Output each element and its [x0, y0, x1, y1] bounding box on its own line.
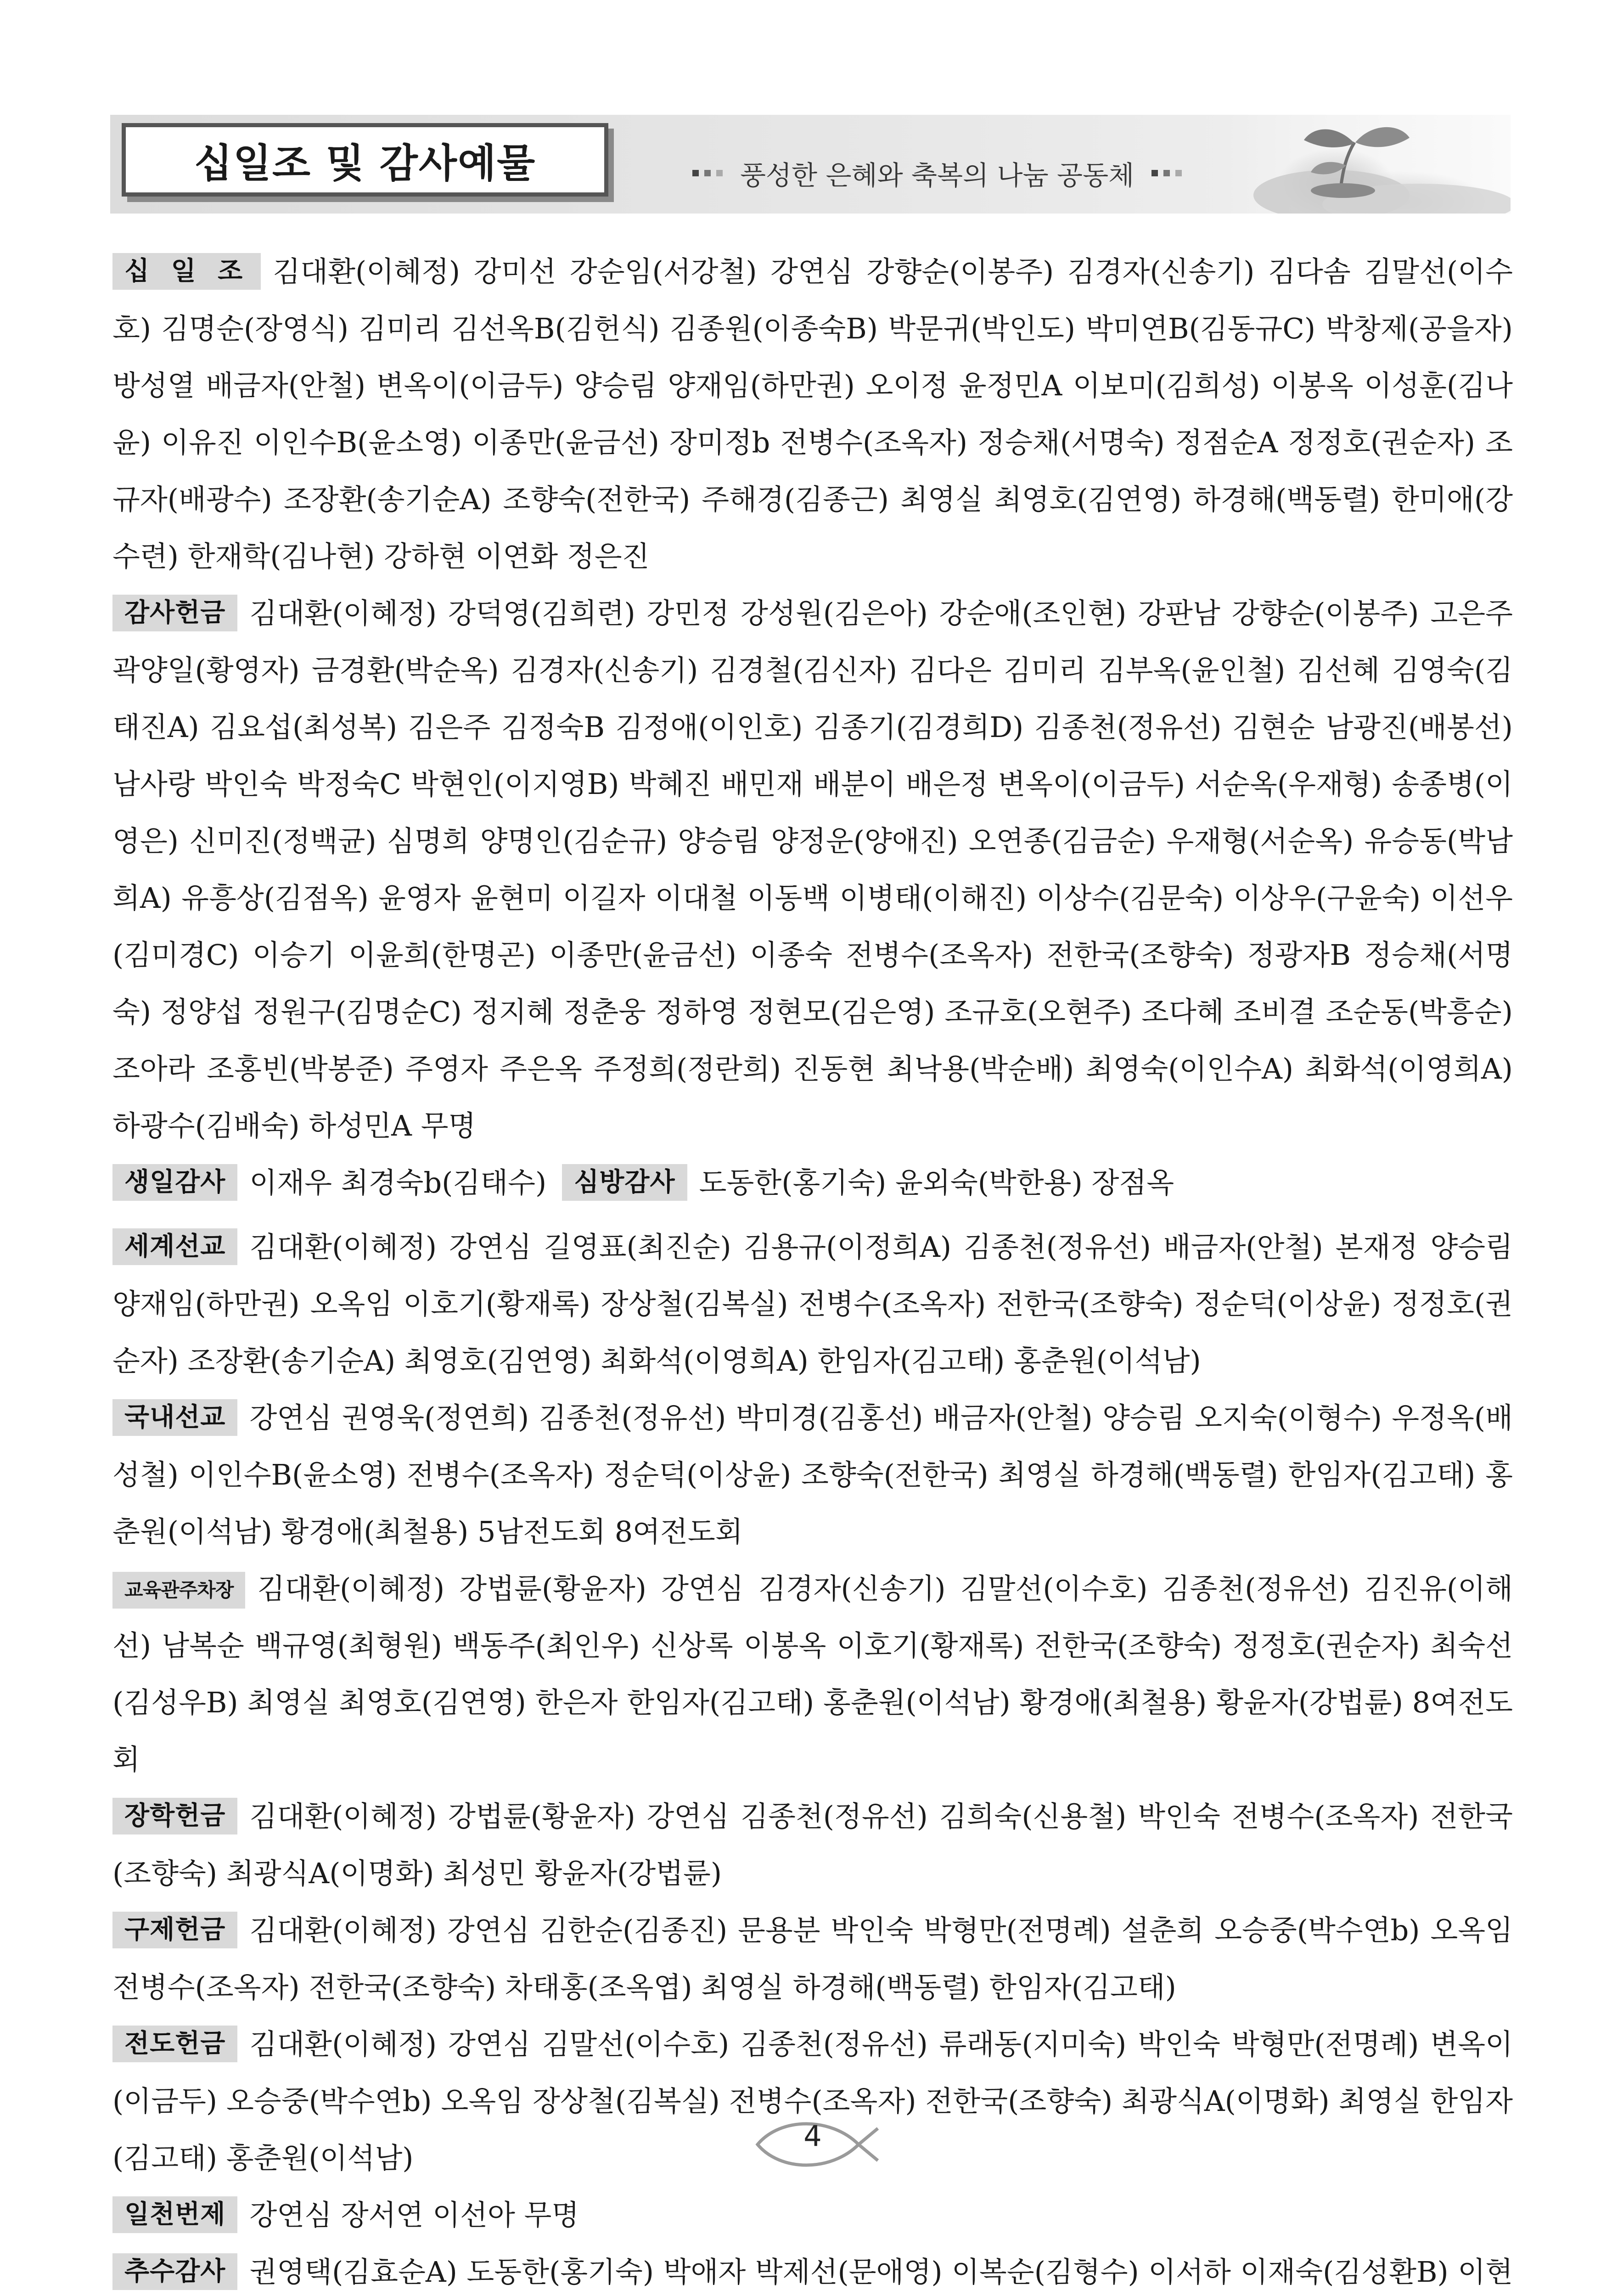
section-names: 강연심 장서연 이선아 무명	[249, 2198, 579, 2232]
section-label: 세계선교	[112, 1228, 237, 1265]
section-relief	[112, 1902, 1513, 2016]
section-label: 추수감사	[112, 2253, 237, 2290]
header-subtitle-row	[675, 154, 1199, 192]
section-thousand-offering	[112, 2187, 1513, 2244]
section-label: 심방감사	[562, 1164, 687, 1201]
section-tithe	[112, 243, 1513, 585]
section-label: 구제헌금	[112, 1912, 237, 1948]
header-plant-photo	[1226, 115, 1511, 214]
section-names: 김대환(이혜정) 강덕영(김희련) 강민정 강성원(김은아) 강순애(조인현) 강판남 강향순(이봉주) 고은주 곽양일(황영자) 금경환(박순옥) 김경자(신송기) 김경철(김신자) 김다은 김미리 김부옥(윤인철) 김선혜 김영숙(김태진A) 김요섭(최성복) 김은주 김정숙B 김정애(이인호) 김종기(김경희D) 김종천(정유선) 김현순 남광진(배봉선) 남사랑 박인숙 박정숙C 박현인(이지영B) 박혜진 배민재 배분이 배은정 변옥이(이금두) 서순옥(우재형) 송종병(이영은) 신미진(정백균) 심명희 양명인(김순규) 양승림 양정운(양애진) 오연종(김금순) 우재형(서순옥) 유승동(박남희A) 유흥상(김점옥) 윤영자 윤현미 이길자 이대철 이동백 이병태(이해진) 이상수(김문숙) 이상우(구윤숙) 이선우(김미경C) 이승기 이윤희(한명곤) 이종만(윤금선) 이종숙 전병수(조옥자) 전한국(조향숙) 정광자B 정승채(서명숙) 정양섭 정원구(김명순C) 정지혜 정춘웅 정하영 정현모(김은영) 조규호(오현주) 조다혜 조비결 조순동(박흥순) 조아라 조홍빈(박봉준) 주영자 주은옥 주정희(정란희) 진동현 최낙용(박순배) 최영숙(이인수A) 최화석(이영희A) 하광수(김배숙) 하성민A 무명	[112, 597, 1513, 1142]
section-label: 장학헌금	[112, 1798, 237, 1835]
section-names: 도동한(홍기숙) 윤외숙(박한용) 장점옥	[699, 1166, 1174, 1199]
section-scholarship	[112, 1788, 1513, 1902]
page-title-box	[122, 123, 608, 197]
section-domestic-mission	[112, 1390, 1513, 1560]
section-label: 교육관주차장	[112, 1572, 245, 1609]
section-label: 생일감사	[112, 1164, 237, 1201]
section-world-mission	[112, 1219, 1513, 1390]
section-label: 국내선교	[112, 1399, 237, 1436]
section-names: 이재우 최경숙b(김태수)	[249, 1166, 547, 1199]
header-subtitle: 풍성한 은혜와 축복의 나눔 공동체	[740, 160, 1135, 191]
section-names: 강연심 권영욱(정연희) 김종천(정유선) 박미경(김홍선) 배금자(안철) 양승림 오지숙(이형수) 우정옥(배성철) 이인수B(윤소영) 전병수(조옥자) 정순덕(이상윤) 조향숙(전한국) 최영실 하경해(백동렬) 한임자(김고태) 홍춘원(이석남) 황경애(최철용) 5남전도회 8여전도회	[112, 1401, 1513, 1548]
section-names: 김대환(이혜정) 강미선 강순임(서강철) 강연심 강향순(이봉주) 김경자(신송기) 김다솜 김말선(이수호) 김명순(장영식) 김미리 김선옥B(김헌식) 김종원(이종숙B) 박문귀(박인도) 박미연B(김동규C) 박창제(공을자) 방성열 배금자(안철) 변옥이(이금두) 양승림 양재임(하만권) 오이정 윤정민A 이보미(김희성) 이봉옥 이성훈(김나윤) 이유진 이인수B(윤소영) 이종만(윤금선) 장미정b 전병수(조옥자) 정승채(서명숙) 정점순A 정정호(권순자) 조규자(배광수) 조장환(송기순A) 조향숙(전한국) 주해경(김종근) 최영실 최영호(김연영) 하경해(백동렬) 한미애(강수련) 한재학(김나현) 강하현 이연화 정은진	[112, 255, 1513, 573]
section-names: 김대환(이혜정) 강연심 김말선(이수호) 김종천(정유선) 류래동(지미숙) 박인숙 박형만(전명례) 변옥이(이금두) 오승중(박수연b) 오옥임 장상철(김복실) 전병수(조옥자) 전한국(조향숙) 최광식A(이명화) 최영실 한임자(김고태) 홍춘원(이석남)	[112, 2027, 1513, 2175]
page-number: 4	[803, 2119, 822, 2153]
section-label: 십 일 조	[112, 253, 261, 290]
section-label: 일천번제	[112, 2196, 237, 2233]
section-names: 권영택(김효순A) 도동한(홍기숙) 박애자 박제선(문애영) 이복순(김형수) 이서하 이재숙(김성환B) 이현	[249, 2255, 1513, 2289]
bullet-dots-right-icon	[1151, 170, 1182, 176]
section-names: 김대환(이혜정) 강연심 김한순(김종진) 문용분 박인숙 박형만(전명례) 설춘희 오승중(박수연b) 오옥임 전병수(조옥자) 전한국(조향숙) 차태홍(조옥엽) 최영실 하경해(백동렬) 한임자(김고태)	[112, 1913, 1513, 2004]
page-footer	[744, 2110, 882, 2179]
section-thanksgiving	[112, 585, 1513, 1154]
section-names: 김대환(이혜정) 강법륜(황윤자) 강연심 김종천(정유선) 김희숙(신용철) 박인숙 전병수(조옥자) 전한국(조향숙) 최광식A(이명화) 최성민 황윤자(강법륜)	[112, 1800, 1513, 1890]
section-names: 김대환(이혜정) 강법륜(황윤자) 강연심 김경자(신송기) 김말선(이수호) 김종천(정유선) 김진유(이해선) 남복순 백규영(최형원) 백동주(최인우) 신상록 이봉옥 이호기(황재록) 전한국(조향숙) 정정호(권순자) 최숙선(김성우B) 최영실 최영호(김연영) 한은자 한임자(김고태) 홍춘원(이석남) 황경애(최철용) 황윤자(강법륜) 8여전도회	[112, 1572, 1513, 1776]
offering-list	[112, 243, 1513, 2296]
section-birthday-visit	[112, 1154, 1513, 1211]
section-label: 감사헌금	[112, 595, 237, 631]
section-education-parking	[112, 1560, 1513, 1788]
section-harvest	[112, 2244, 1513, 2296]
section-names: 김대환(이혜정) 강연심 길영표(최진순) 김용규(이정희A) 김종천(정유선) 배금자(안철) 본재정 양승림 양재임(하만권) 오옥임 이호기(황재록) 장상철(김복실) 전병수(조옥자) 전한국(조향숙) 정순덕(이상윤) 정정호(권순자) 조장환(송기순A) 최영호(김연영) 최화석(이영희A) 한임자(김고태) 홍춘원(이석남)	[112, 1230, 1513, 1378]
section-label: 전도헌금	[112, 2026, 237, 2062]
page-title: 십일조 및 감사예물	[194, 141, 536, 186]
bullet-dots-left-icon	[692, 170, 723, 176]
